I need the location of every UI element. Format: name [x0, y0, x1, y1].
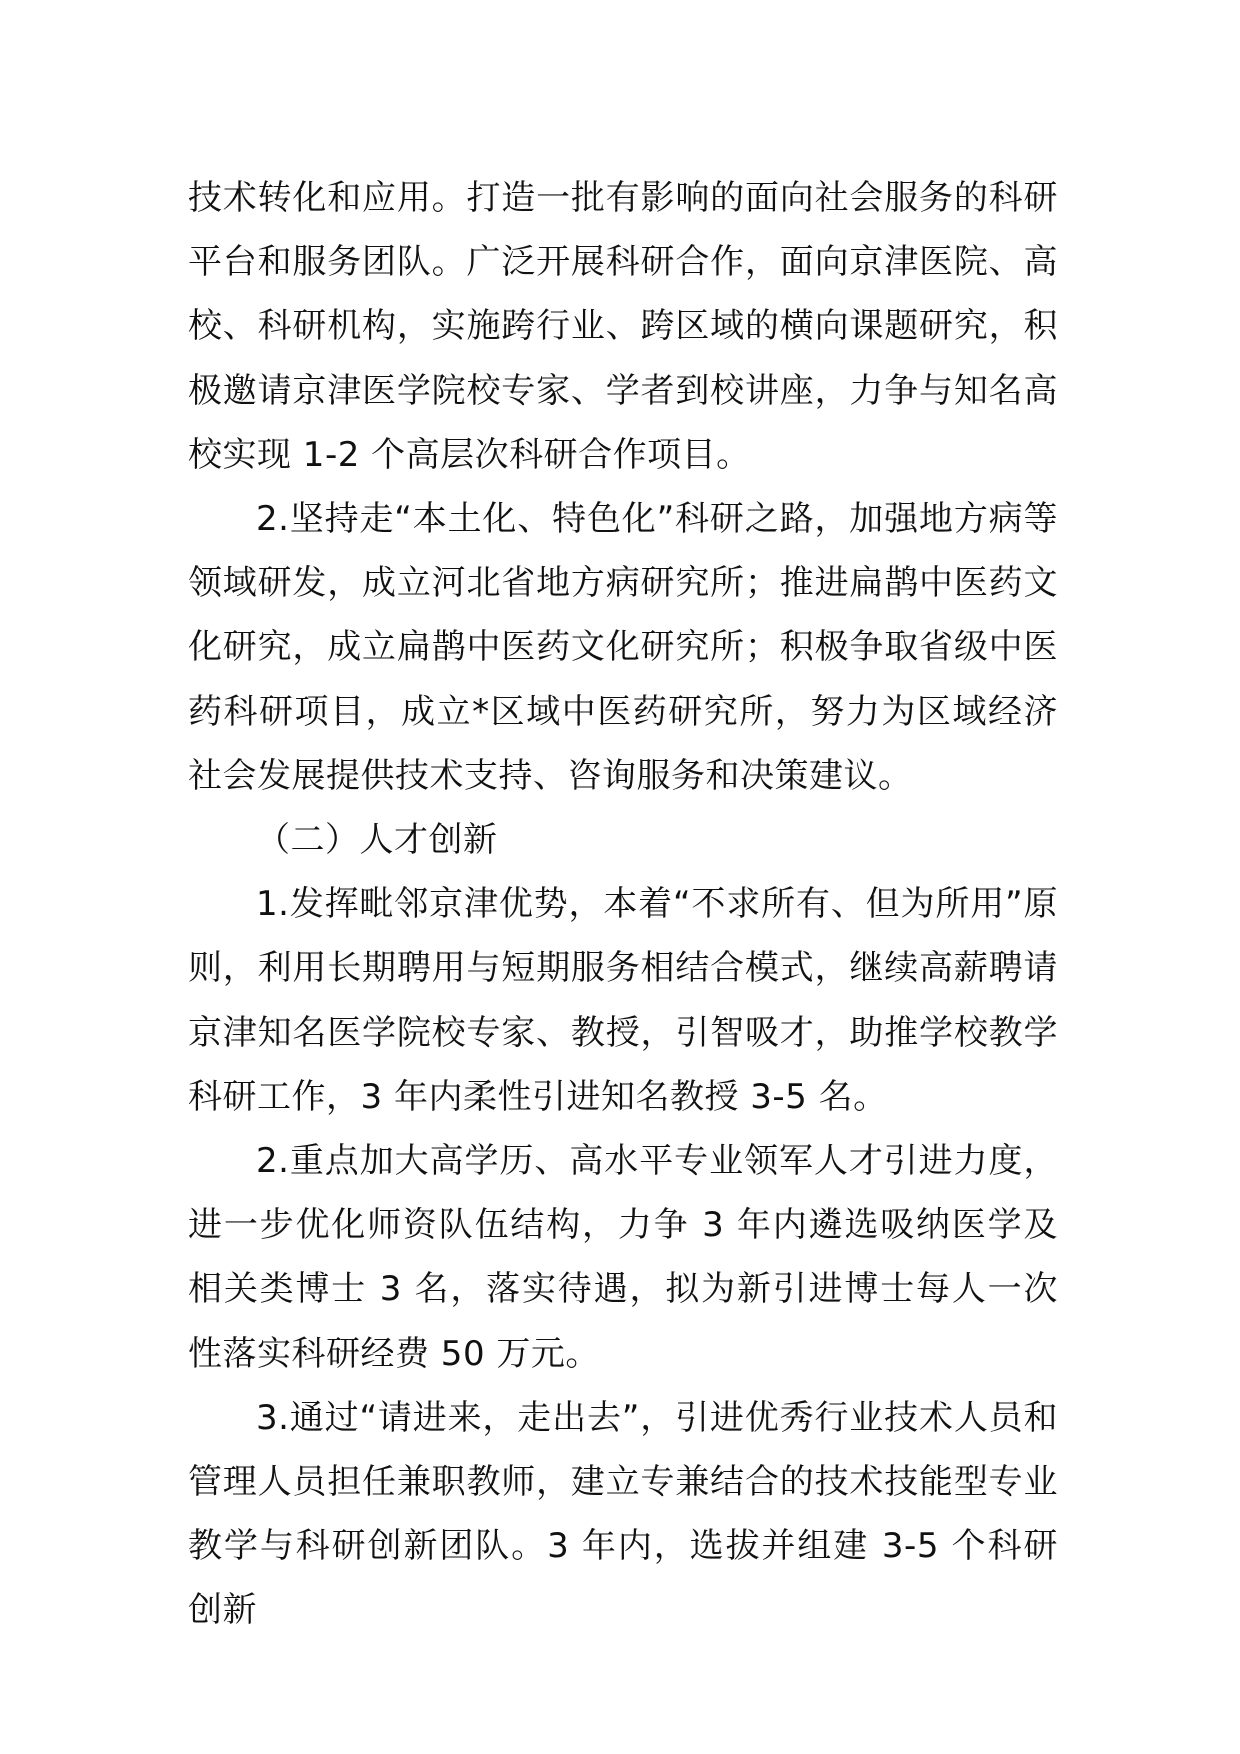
paragraph-flexible-recruitment: 1.发挥毗邻京津优势，本着“不求所有、但为所用”原则，利用长期聘用与短期服务相结合模式，继续高薪聘请京津知名医学院校专家、教授，引智吸才，助推学校教学科研工作，3 年内柔性引进知名教授 3-5 名。 [188, 884, 1058, 1117]
paragraph-part-time-teachers: 3.通过“请进来，走出去”，引进优秀行业技术人员和管理人员担任兼职教师，建立专兼结合的技术技能型专业教学与科研创新团队。3 年内，选拔并组建 3-5 个科研创新 [188, 1397, 1058, 1631]
document-body [188, 166, 1058, 1643]
section-heading-talent-innovation: （二）人才创新 [256, 820, 498, 861]
paragraph-doctoral-recruitment: 2.重点加大高学历、高水平专业领军人才引进力度，进一步优化师资队伍结构，力争 3 年内遴选吸纳医学及相关类博士 3 名，落实待遇，拟为新引进博士每人一次性落实科研经费 50 万元。 [188, 1141, 1058, 1374]
paragraph-localized-research: 2.坚持走“本土化、特色化”科研之路，加强地方病等领域研发，成立河北省地方病研究所；推进扁鹊中医药文化研究，成立扁鹊中医药文化研究所；积极争取省级中医药科研项目，成立*区域中医药研究所，努力为区域经济社会发展提供技术支持、咨询服务和决策建议。 [188, 499, 1058, 796]
paragraph-research-cooperation: 技术转化和应用。打造一批有影响的面向社会服务的科研平台和服务团队。广泛开展科研合作，面向京津医院、高校、科研机构，实施跨行业、跨区域的横向课题研究，积极邀请京津医学院校专家、学者到校讲座，力争与知名高校实现 1-2 个高层次科研合作项目。 [188, 178, 1058, 475]
